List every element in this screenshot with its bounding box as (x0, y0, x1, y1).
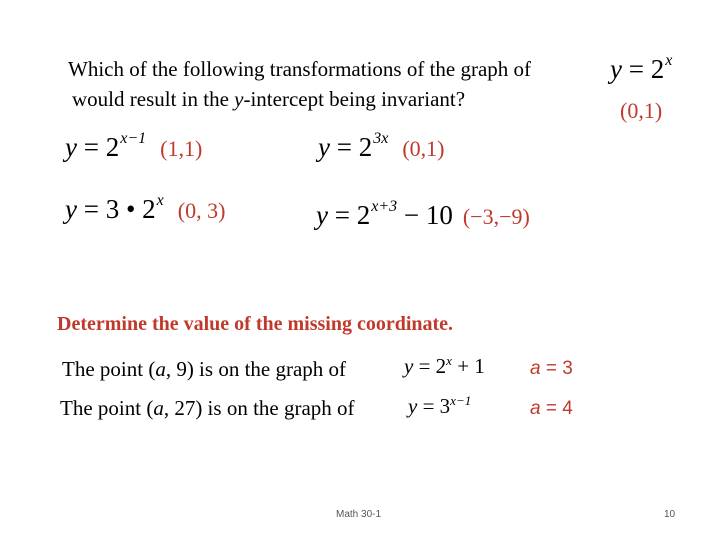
eq-exponent: x+3 (371, 198, 398, 215)
option-3 (65, 192, 225, 225)
problem-text: The point ( (62, 357, 156, 381)
problem-2-text (60, 396, 355, 421)
eq-exponent: 3x (373, 130, 389, 147)
problem-2-answer (530, 398, 573, 420)
option-2 (318, 130, 444, 163)
eq-exponent: x−1 (120, 130, 147, 147)
answer-variable: a (530, 358, 541, 379)
problem-text-end: , 9) is on the graph of (165, 357, 347, 381)
question-variable: y (234, 87, 244, 111)
option-4 (316, 198, 530, 231)
eq-lhs: y (610, 54, 622, 84)
eq-lhs: y (65, 132, 77, 162)
answer-variable: a (530, 398, 541, 419)
eq-mid: = 2 (621, 54, 665, 84)
page-number: 10 (664, 509, 676, 520)
eq-exponent: x (446, 353, 452, 368)
eq-lhs: y (408, 394, 418, 418)
eq-exponent: x (156, 192, 164, 209)
eq-lhs: y (318, 132, 330, 162)
footer-course: Math 30-1 (336, 509, 382, 520)
eq-tail: + 1 (451, 354, 485, 378)
eq-mid: = 2 (327, 200, 371, 230)
question-line-2 (72, 86, 465, 112)
option-1 (65, 130, 202, 163)
problem-text: The point ( (60, 396, 154, 420)
eq-mid: = 3 • 2 (76, 194, 156, 224)
eq-lhs: y (316, 200, 328, 230)
question-line-1: Which of the following transformations of the graph of (68, 57, 532, 81)
eq-exponent: x (665, 52, 673, 69)
problem-variable: a (155, 357, 166, 381)
problem-text-end: , 27) is on the graph of (163, 396, 355, 420)
eq-mid: = 2 (413, 354, 447, 378)
base-point: (0,1) (620, 98, 663, 123)
eq-lhs: y (404, 354, 414, 378)
option-point: (0,1) (402, 136, 445, 161)
eq-mid: = 2 (329, 132, 373, 162)
problem-1-answer (530, 358, 573, 380)
section-heading: Determine the value of the missing coordinate. (57, 313, 454, 335)
eq-lhs: y (65, 194, 77, 224)
answer-value: = 4 (540, 398, 573, 419)
problem-variable: a (153, 396, 164, 420)
option-point: (1,1) (160, 136, 203, 161)
answer-value: = 3 (540, 358, 573, 379)
question-text-end: -intercept being invariant? (243, 87, 466, 111)
problem-1-text (62, 357, 346, 382)
option-point: (−3,−9) (462, 204, 530, 229)
question-text: would result in the (72, 87, 235, 111)
problem-2-equation (408, 393, 471, 419)
problem-1-equation (404, 353, 485, 379)
eq-mid: = 2 (76, 132, 120, 162)
base-equation (610, 52, 672, 85)
option-point: (0, 3) (177, 198, 226, 223)
eq-mid: = 3 (417, 394, 451, 418)
eq-exponent: x−1 (450, 393, 472, 408)
eq-tail: − 10 (397, 200, 453, 230)
